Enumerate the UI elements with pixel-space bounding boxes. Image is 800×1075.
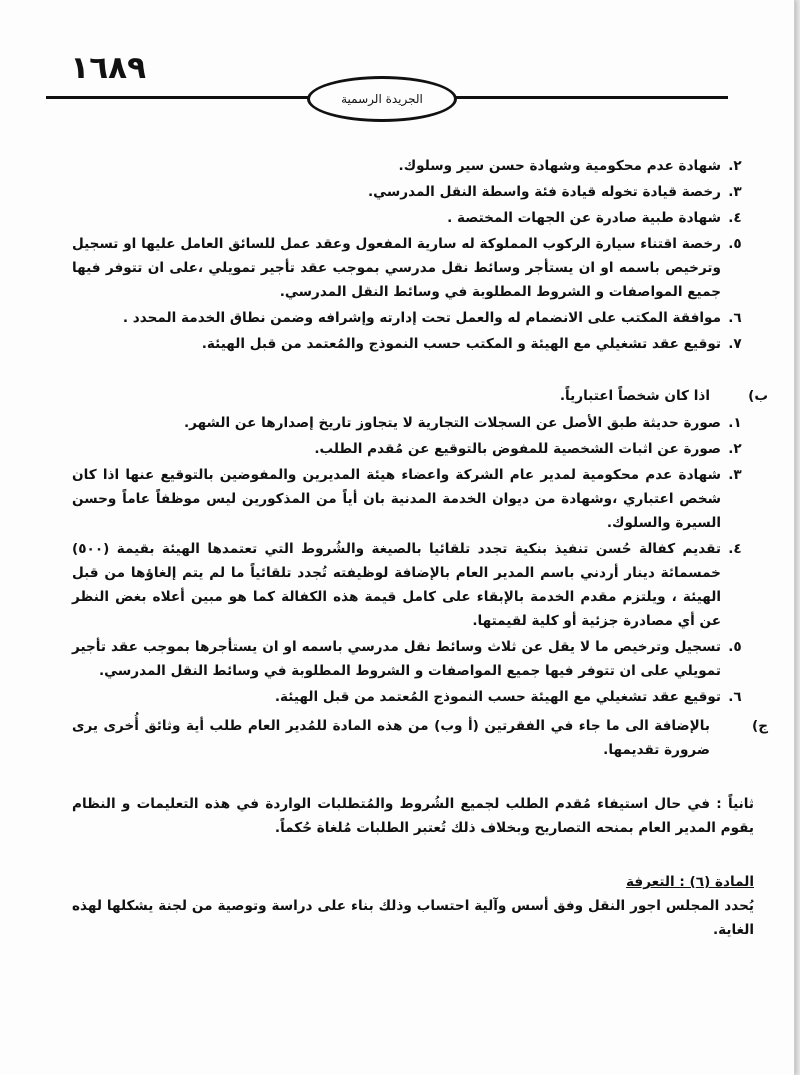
list-item — [72, 463, 746, 535]
article-text: يُحدد المجلس اجور النقل وفق أسس وآلية احتساب وذلك بناء على دراسة وتوصية من لجنة يشكلها لهذه الغاية. — [72, 898, 754, 938]
section-b-list — [72, 411, 746, 709]
section-c-text: بالإضافة الى ما جاء في الفقرتين (أ وب) من هذه المادة للمُدير العام طلب أية وثائق أُخرى يرى ضرورة تقديمها. — [72, 718, 710, 758]
item-text: شهادة طبية صادرة عن الجهات المختصة . — [447, 210, 721, 226]
item-number: ١. — [728, 415, 742, 431]
list-item — [72, 685, 746, 709]
item-number: ٣. — [728, 467, 742, 483]
section-c — [72, 714, 768, 762]
section-a-list — [72, 154, 746, 356]
document-body — [72, 154, 768, 942]
page-number: ١٦٨٩ — [70, 50, 146, 86]
item-text: تقديم كفالة حُسن تنفيذ بنكية تجدد تلقائيا بالصيغة والشُروط التي تعتمدها الهيئة بقيمة (٥٠٠) خمسمائة دينار أردني باسم المدير العام بالإضافة لوظيفته تُجدد تلقائياً ما لم يتم إلغاؤها من قبل الهيئة ، ويلتزم مقدم الخدمة بالإبقاء على كامل قيمة هذه الكفالة كما هو مبين أعلاه بغض النظر عن أي مصادرة جزئية أو كلية لقيمتها. — [72, 541, 721, 629]
item-number: ٣. — [728, 184, 742, 200]
list-item — [72, 411, 746, 435]
item-text: شهادة عدم محكومية لمدير عام الشركة واعضاء هيئة المديرين والمفوضين بالتوقيع عنها اذا كان شخص اعتباري ،وشهادة من ديوان الخدمة المدنية بان أياً من المذكورين ليس موظفاً عاماً وحسن السيرة والسلوك. — [72, 467, 721, 531]
article-title: المادة (٦) : التعرفة — [626, 874, 754, 890]
section-letter: ج) — [751, 718, 768, 734]
list-item — [72, 635, 746, 683]
article-6 — [72, 870, 754, 942]
list-item — [72, 537, 746, 633]
item-text: رخصة قيادة تخوله قيادة فئة واسطة النقل المدرسي. — [368, 184, 721, 200]
item-number: ٢. — [728, 441, 742, 457]
list-item — [72, 180, 746, 204]
item-text: تسجيل وترخيص ما لا يقل عن ثلاث وسائط نقل مدرسي باسمه او ان يستأجرها بموجب عقد تأجير تمويلي على ان تتوفر فيها جميع المواصفات و الشروط المطلوبة في وسائط النقل المدرسي. — [72, 639, 721, 679]
item-text: موافقة المكتب على الانضمام له والعمل تحت إدارته وإشرافه وضمن نطاق الخدمة المحدد . — [122, 310, 721, 326]
item-number: ٤. — [728, 541, 742, 557]
item-number: ٦. — [728, 689, 742, 705]
item-number: ٢. — [728, 158, 742, 174]
item-number: ٧. — [728, 336, 742, 352]
section-heading-text: اذا كان شخصاً اعتبارياً. — [559, 388, 710, 404]
item-text: شهادة عدم محكومية وشهادة حسن سير وسلوك. — [398, 158, 721, 174]
item-text: توقيع عقد تشغيلي مع الهيئة حسب النموذج المُعتمد من قبل الهيئة. — [274, 689, 721, 705]
gazette-header-oval — [307, 76, 457, 122]
list-item — [72, 332, 746, 356]
gazette-header-title: الجريدة الرسمية — [341, 92, 423, 106]
list-item — [72, 437, 746, 461]
item-number: ٥. — [728, 639, 742, 655]
item-text: رخصة اقتناء سيارة الركوب المملوكة له سارية المفعول وعقد عمل للسائق العامل عليها او تسجيل وترخيص باسمه او ان يستأجر وسائط نقل مدرسي بموجب عقد تأجير تمويلي ،على ان تتوفر فيها جميع المواصفات و الشروط المطلوبة في وسائط النقل المدرسي. — [72, 236, 721, 300]
item-number: ٥. — [728, 236, 742, 252]
list-item — [72, 306, 746, 330]
section-b — [72, 384, 768, 709]
second-paragraph: ثانياً : في حال استيفاء مُقدم الطلب لجميع الشُروط والمُتطلبات الواردة في هذه التعليمات و النظام يقوم المدير العام بمنحه التصاريح وبخلاف ذلك تُعتبر الطلبات مُلغاة حُكماً. — [72, 796, 754, 836]
section-letter: ب) — [748, 388, 768, 404]
item-number: ٤. — [728, 210, 742, 226]
item-text: توقيع عقد تشغيلي مع الهيئة و المكتب حسب النموذج والمُعتمد من قبل الهيئة. — [201, 336, 721, 352]
section-b-heading — [72, 384, 768, 408]
item-text: صورة حديثة طبق الأصل عن السجلات التجارية لا يتجاوز تاريخ إصدارها عن الشهر. — [183, 415, 721, 431]
list-item — [72, 206, 746, 230]
list-item — [72, 154, 746, 178]
item-text: صورة عن اثبات الشخصية للمفوض بالتوقيع عن مُقدم الطلب. — [314, 441, 721, 457]
item-number: ٦. — [728, 310, 742, 326]
list-item — [72, 232, 746, 304]
